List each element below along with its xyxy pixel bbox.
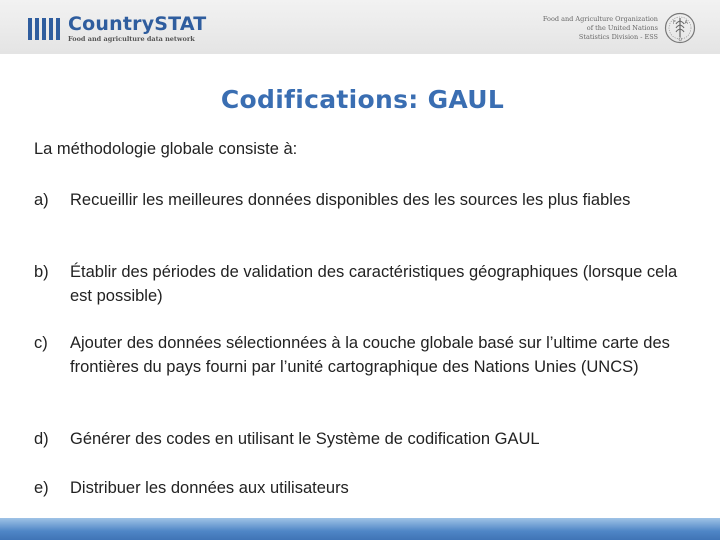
org-line: Statistics Division - ESS [578, 33, 658, 41]
list-marker: a) [34, 191, 49, 209]
organization-name [543, 15, 658, 42]
svg-text:A: A [684, 20, 688, 26]
list-marker: e) [34, 479, 49, 497]
list-marker: c) [34, 334, 48, 352]
fao-emblem-icon [664, 12, 696, 44]
org-line: Food and Agriculture Organization [542, 15, 658, 23]
list-marker: d) [34, 430, 49, 448]
brand-tagline: Food and agriculture data network [68, 35, 195, 43]
list-item-text: Ajouter des données sélectionnées à la couche globale basé sur l’ultime carte des frontières du pays fourni par l’unité cartographique des Nations Unies (UNCS) [70, 334, 670, 376]
countrystat-bars-icon [28, 18, 64, 40]
svg-text:F: F [673, 20, 676, 26]
list-item-text: Recueillir les meilleures données disponibles des les sources les plus fiables [70, 191, 631, 209]
svg-text:O: O [678, 38, 683, 43]
slide-title: Codifications: GAUL [220, 85, 505, 114]
list-item-text: Générer des codes en utilisant le Système de codification GAUL [70, 430, 540, 448]
list-marker: b) [34, 263, 49, 281]
org-line: of the United Nations [586, 24, 658, 32]
brand-name: CountrySTAT [68, 13, 207, 35]
list-item-text: Établir des périodes de validation des caractéristiques géographiques (lorsque cela est possible) [70, 263, 678, 305]
footer-bar [0, 518, 720, 540]
header-bar [0, 0, 720, 54]
list-item-text: Distribuer les données aux utilisateurs [70, 479, 349, 497]
intro-text: La méthodologie globale consiste à: [34, 140, 298, 158]
